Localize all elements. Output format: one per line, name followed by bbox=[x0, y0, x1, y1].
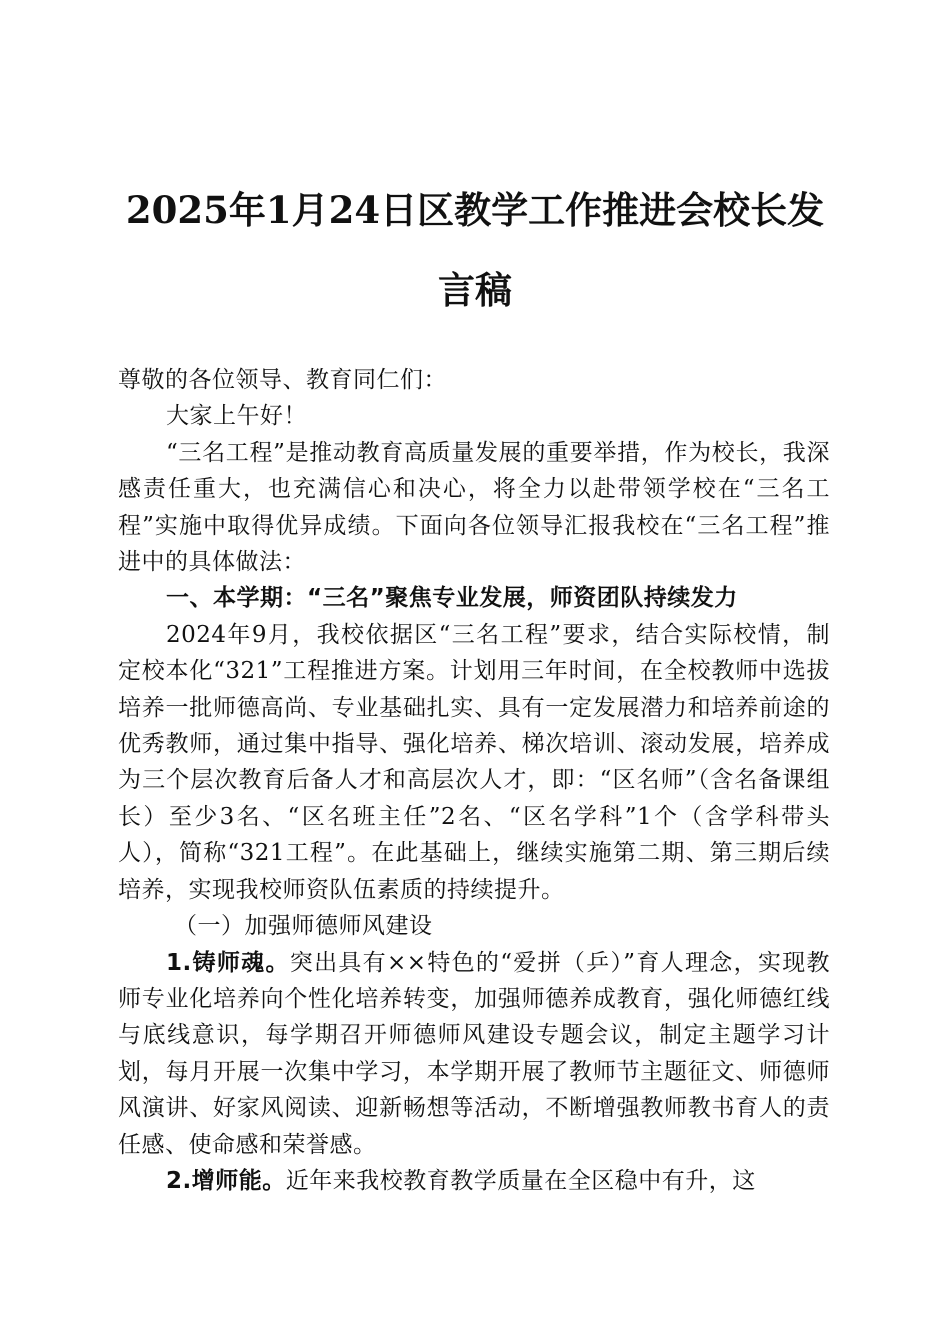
section-heading-1: 一、本学期：“三名”聚焦专业发展，师资团队持续发力 bbox=[166, 585, 738, 612]
item-2-paragraph bbox=[118, 1163, 830, 1199]
item-1-text: 突出具有××特色的“爱拼（乒）”育人理念，实现教师专业化培养向个性化培养转变，加强师德养成教育，强化师德红线与底线意识，每学期召开师德师风建设专题会议，制定主题学习计划，每月开展一次集中学习，本学期开展了教师节主题征文、师德师风演讲、好家风阅读、迎新畅想等活动，不断增强教师教书育人的责任感、使命感和荣誉感。 bbox=[118, 949, 830, 1158]
intro-paragraph: “三名工程”是推动教育高质量发展的重要举措，作为校长，我深感责任重大，也充满信心和决心，将全力以赴带领学校在“三名工程”实施中取得优异成绩。下面向各位领导汇报我校在“三名工程”推进中的具体做法： bbox=[118, 439, 830, 576]
item-1-paragraph bbox=[118, 945, 830, 1163]
subsection-heading-1: （一）加强师德师风建设 bbox=[174, 913, 433, 940]
item-2-lead: 2.增师能。 bbox=[166, 1167, 286, 1194]
item-1-lead: 1.铸师魂。 bbox=[166, 949, 290, 976]
item-2-text: 近年来我校教育教学质量在全区稳中有升，这 bbox=[285, 1167, 756, 1194]
salutation: 尊敬的各位领导、教育同仁们： bbox=[118, 367, 447, 393]
section-1-paragraph: 2024年9月，我校依据区“三名工程”要求，结合实际校情，制定校本化“321”工程推进方案。计划用三年时间，在全校教师中选拔培养一批师德高尚、专业基础扎实、具有一定发展潜力和培养前途的优秀教师，通过集中指导、强化培养、梯次培训、滚动发展，培养成为三个层次教育后备人才和高层次人才，即：“区名师”（含名备课组长）至少3名、“区名班主任”2名、“区名学科”1个（含学科带头人），简称“321工程”。在此基础上，继续实施第二期、第三期后续培养，实现我校师资队伍素质的持续提升。 bbox=[118, 621, 830, 903]
document-title: 2025年1月24日区教学工作推进会校长发言稿 bbox=[125, 188, 825, 312]
document-body bbox=[118, 362, 830, 1199]
greeting: 大家上午好！ bbox=[166, 403, 307, 430]
